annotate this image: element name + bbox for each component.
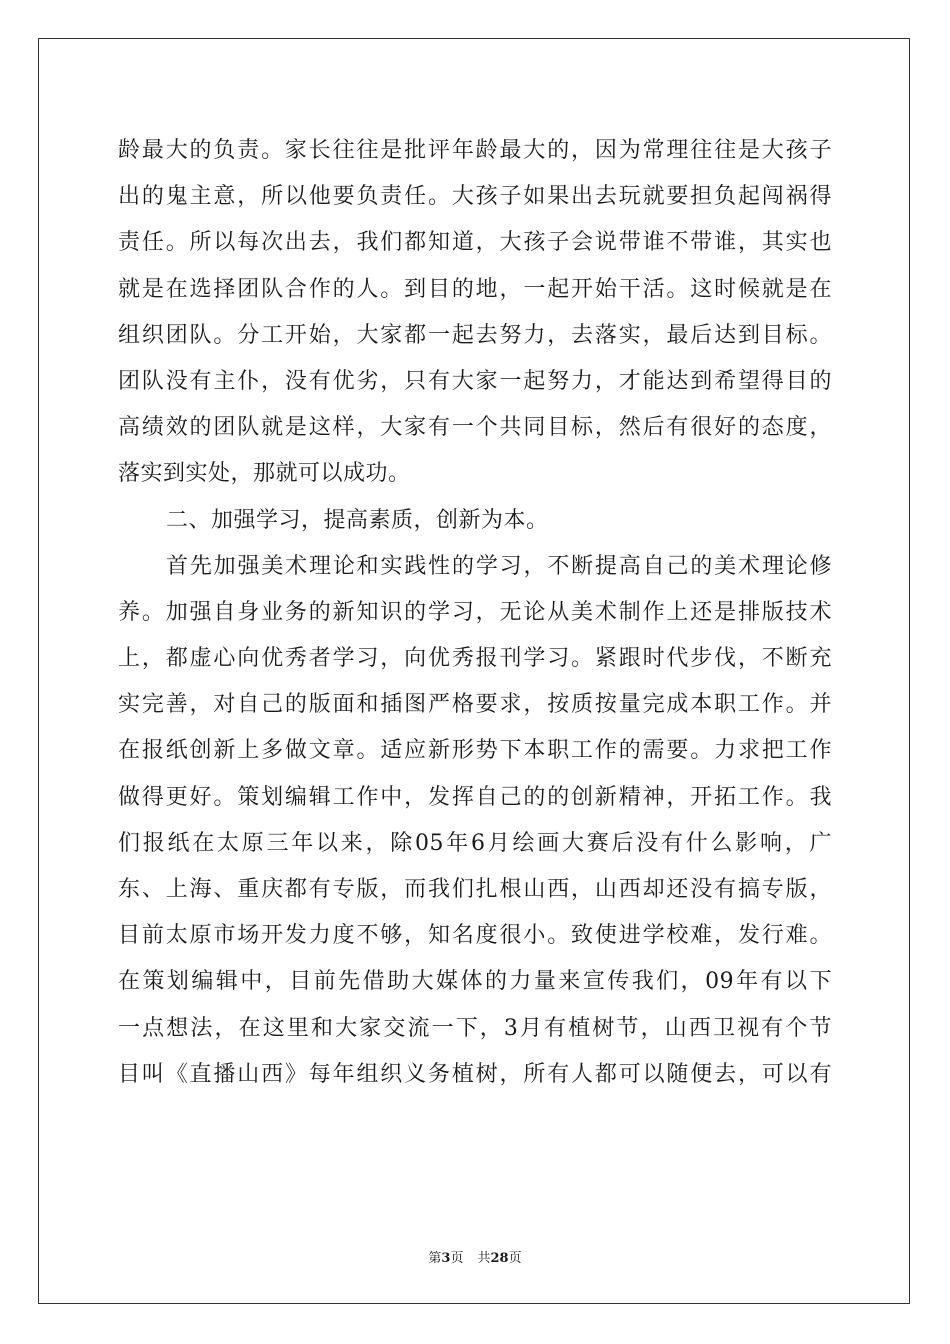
text-line: 目叫《直播山西》每年组织义务植树，所有人都可以随便去，可以有 <box>118 1061 832 1087</box>
page-total: 28 <box>490 1251 509 1266</box>
document-body <box>118 128 832 1098</box>
text-line: 出的鬼主意，所以他要负责任。大孩子如果出去玩就要担负起闯祸得 <box>118 184 832 210</box>
page-current: 3 <box>441 1251 451 1266</box>
text-line: 龄最大的负责。家长往往是批评年龄最大的，因为常理往往是大孩子 <box>118 138 832 163</box>
text-line: 上，都虚心向优秀者学习，向优秀报刊学习。紧跟时代步伐，不断充 <box>118 646 832 672</box>
text-line: 在策划编辑中，目前先借助大媒体的力量来宣传我们，09年有以下 <box>118 969 832 995</box>
text-line: 目前太原市场开发力度不够，知名度很小。致使进学校难，发行难。 <box>118 923 832 949</box>
text-line: 就是在选择团队合作的人。到目的地，一起开始干活。这时候就是在 <box>118 276 832 302</box>
text-line: 落实到实处，那就可以成功。 <box>118 461 411 487</box>
section-heading: 二、加强学习，提高素质，创新为本。 <box>166 507 549 533</box>
total-prefix: 共 <box>477 1251 491 1266</box>
text-line: 们报纸在太原三年以来，除05年6月绘画大赛后没有什么影响，广 <box>118 830 832 856</box>
text-line: 东、上海、重庆都有专版，而我们扎根山西，山西却还没有搞专版， <box>118 877 832 902</box>
total-unit: 页 <box>508 1251 522 1266</box>
text-line: 一点想法，在这里和大家交流一下，3月有植树节，山西卫视有个节 <box>118 1015 832 1041</box>
text-line: 养。加强自身业务的新知识的学习，无论从美术制作上还是排版技术 <box>118 599 832 625</box>
text-line: 首先加强美术理论和实践性的学习，不断提高自己的美术理论修 <box>166 553 832 579</box>
page-prefix: 第 <box>428 1251 442 1266</box>
text-line: 做得更好。策划编辑工作中，发挥自己的的创新精神，开拓工作。我 <box>118 784 832 810</box>
page-footer <box>0 1247 950 1266</box>
text-line: 高绩效的团队就是这样，大家有一个共同目标，然后有很好的态度， <box>118 415 832 441</box>
text-line: 实完善，对自己的版面和插图严格要求，按质按量完成本职工作。并 <box>118 692 832 718</box>
text-line: 在报纸创新上多做文章。适应新形势下本职工作的需要。力求把工作 <box>118 738 832 764</box>
text-line: 责任。所以每次出去，我们都知道，大孩子会说带谁不带谁，其实也 <box>118 230 832 256</box>
page-unit: 页 <box>450 1251 464 1266</box>
text-line: 团队没有主仆，没有优劣，只有大家一起努力，才能达到希望得目的 <box>118 368 832 394</box>
text-line: 组织团队。分工开始，大家都一起去努力，去落实，最后达到目标。 <box>118 322 832 348</box>
